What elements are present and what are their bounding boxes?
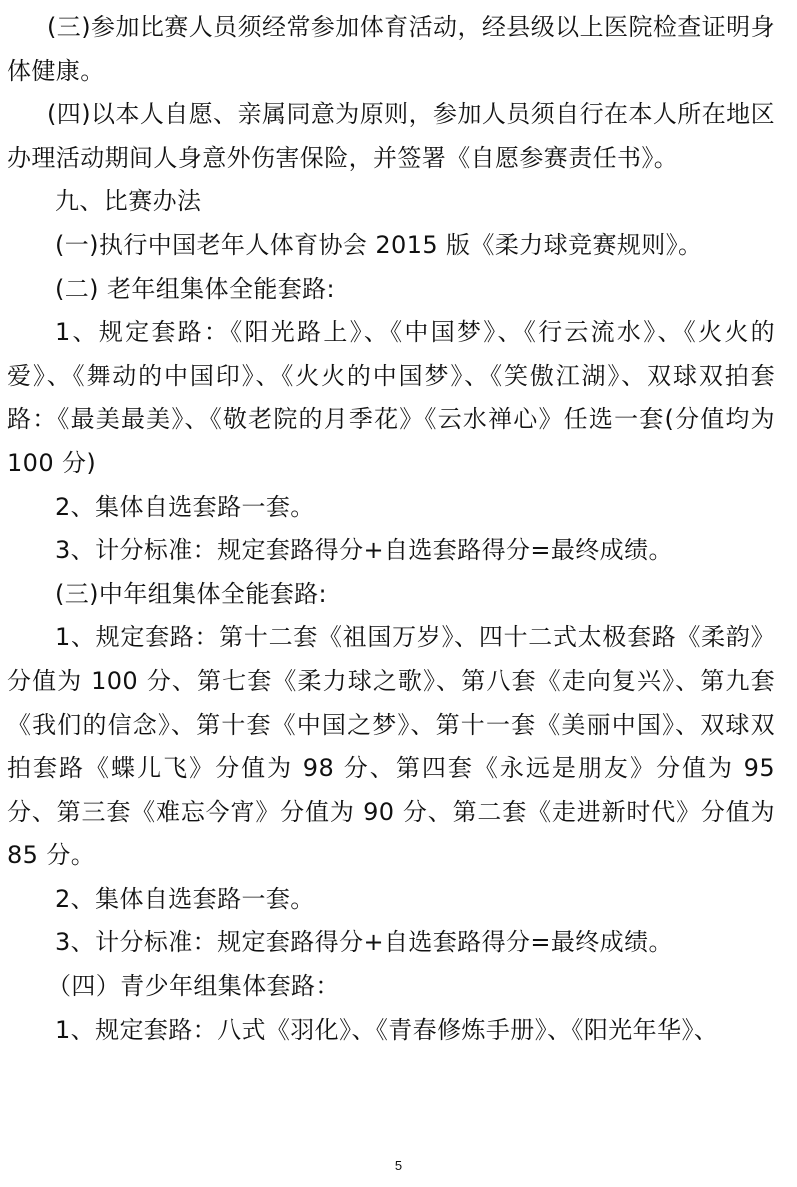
paragraph-insurance-requirement: (四)以本人自愿、亲属同意为原则，参加人员须自行在本人所在地区办理活动期间人身意外伤害保险，并签署《自愿参赛责任书》。 [7, 100, 775, 172]
section-heading-competition-method: 九、比赛办法 [55, 187, 202, 216]
paragraph-health-requirement: (三)参加比赛人员须经常参加体育活动，经县级以上医院检查证明身体健康。 [7, 13, 775, 85]
paragraph-middle-age-free-routine: 2、集体自选套路一套。 [55, 884, 315, 913]
paragraph-rules: (一)执行中国老年人体育协会 2015 版《柔力球竞赛规则》。 [55, 230, 703, 259]
paragraph-middle-age-scoring: 3、计分标准：规定套路得分+自选套路得分=最终成绩。 [55, 928, 673, 957]
subheading-middle-age-group: (三)中年组集体全能套路: [55, 579, 328, 608]
subheading-youth-group: （四）青少年组集体套路： [47, 972, 340, 1001]
page-number: 5 [394, 1158, 403, 1173]
subheading-senior-group: (二) 老年组集体全能套路: [55, 274, 336, 303]
paragraph-senior-routines: 1、规定套路：《阳光路上》、《中国梦》、《行云流水》、《火火的爱》、《舞动的中国印》、《火火的中国梦》、《笑傲江湖》、双球双拍套路：《最美最美》、《敬老院的月季花》《云水禅心》任选一套(分值均为 100 分) [7, 318, 775, 477]
document-body [7, 6, 775, 1052]
paragraph-senior-free-routine: 2、集体自选套路一套。 [55, 492, 315, 521]
paragraph-middle-age-routines: 1、规定套路：第十二套《祖国万岁》、四十二式太极套路《柔韵》分值为 100 分、第七套《柔力球之歌》、第八套《走向复兴》、第九套《我们的信念》、第十套《中国之梦》、第十一套《美丽中国》、双球双拍套路《蝶儿飞》分值为 98 分、第四套《永远是朋友》分值为 95 分、第三套《难忘今宵》分值为 90 分、第二套《走进新时代》分值为 85 分。 [7, 623, 775, 870]
paragraph-youth-routines: 1、规定套路：八式《羽化》、《青春修炼手册》、《阳光年华》、 [55, 1015, 719, 1044]
paragraph-senior-scoring: 3、计分标准：规定套路得分+自选套路得分=最终成绩。 [55, 536, 673, 565]
